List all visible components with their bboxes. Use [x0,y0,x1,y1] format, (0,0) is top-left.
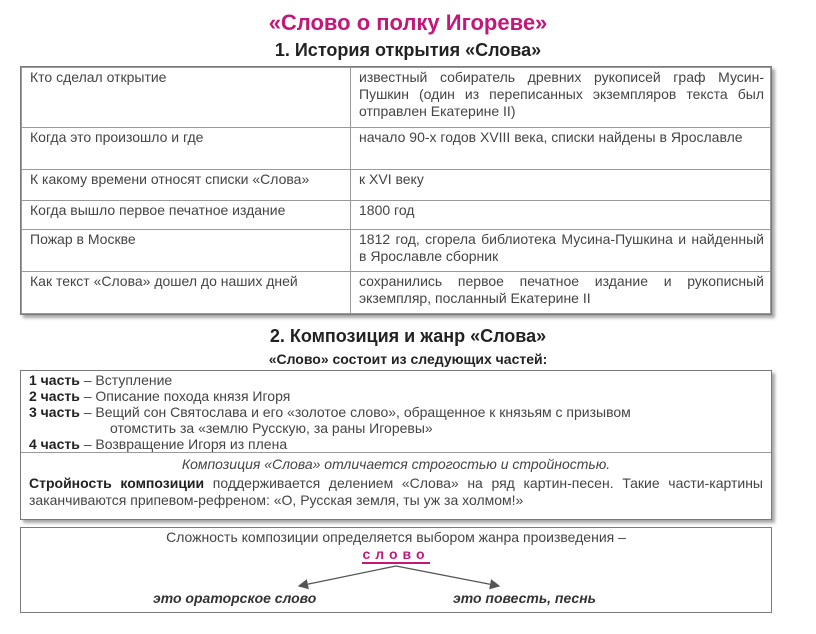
arrow-left [299,566,396,586]
answer-cell: сохранились первое печатное издание и рукописный экземпляр, посланный Екатерине II [351,272,771,314]
genre-box [20,527,772,613]
history-table [21,67,771,314]
genre-right-label: это повесть, песнь [453,590,596,606]
answer-cell: известный собиратель древних рукописей граф Мусин-Пушкин (один из переписанных экземпляров текста был отправлен Екатерине II) [351,68,771,128]
table-row [22,127,771,169]
answer-cell: начало 90-х годов XVIII века, списки найдены в Ярославле [351,127,771,169]
parts-subheading: «Слово» состоит из следующих частей: [268,351,548,367]
part-text: – Вступление [79,372,173,388]
genre-arrows [21,528,771,612]
table-row [22,230,771,272]
list-item [29,404,763,436]
table-row [22,272,771,314]
part-label: 2 часть [29,388,80,404]
answer-cell: 1800 год [351,200,771,229]
parts-list [21,371,771,452]
answer-cell: к XVI веку [351,169,771,200]
part-text: – Возвращение Игоря из плена [79,436,288,452]
question-cell: Когда это произошло и где [22,127,351,169]
list-item [29,372,763,388]
question-cell: Когда вышло первое печатное издание [22,200,351,229]
section-composition-heading: 2. Композиция и жанр «Слова» [269,326,547,346]
part-text: – Описание похода князя Игоря [79,388,291,404]
section-history-heading: 1. История открытия «Слова» [274,40,542,60]
composition-box [20,370,772,520]
table-row [22,169,771,200]
part-label: 4 часть [29,436,80,452]
harmony-text: поддерживается делением «Слова» на ряд картин-песен. Такие части-картины заканчиваются припевом-рефреном: «О, Русская земля, ты уж за холмом!» [29,475,763,508]
question-cell: Пожар в Москве [22,230,351,272]
part-label: 1 часть [29,372,80,388]
question-cell: Как текст «Слова» дошел до наших дней [22,272,351,314]
table-row [22,68,771,128]
harmony-label: Стройность композиции [29,475,205,491]
complexity-text: Сложность композиции определяется выбором жанра произведения – [166,529,626,545]
question-cell: К какому времени относят списки «Слова» [22,169,351,200]
arrow-right [396,566,499,586]
list-item [29,388,763,404]
composition-note: Композиция «Слова» отличается строгостью и стройностью. [181,456,611,472]
answer-cell: 1812 год, сгорела библиотека Мусина-Пушкина и найденный в Ярославле сборник [351,230,771,272]
genre-left-label: это ораторское слово [153,590,317,606]
part-text: – Вещий сон Святослава и его «золотое слово», обращенное к князьям с призывом [79,404,631,420]
table-row [22,200,771,229]
part-label: 3 часть [29,404,80,420]
genre-word-text: слово [362,546,430,562]
part-text-continuation: отомстить за «землю Русскую, за раны Игоревы» [110,420,433,436]
page-title: «Слово о полку Игореве» [268,10,548,35]
question-cell: Кто сделал открытие [22,68,351,128]
harmony-paragraph [21,475,771,511]
list-item [29,436,763,452]
history-table-box [20,66,772,315]
